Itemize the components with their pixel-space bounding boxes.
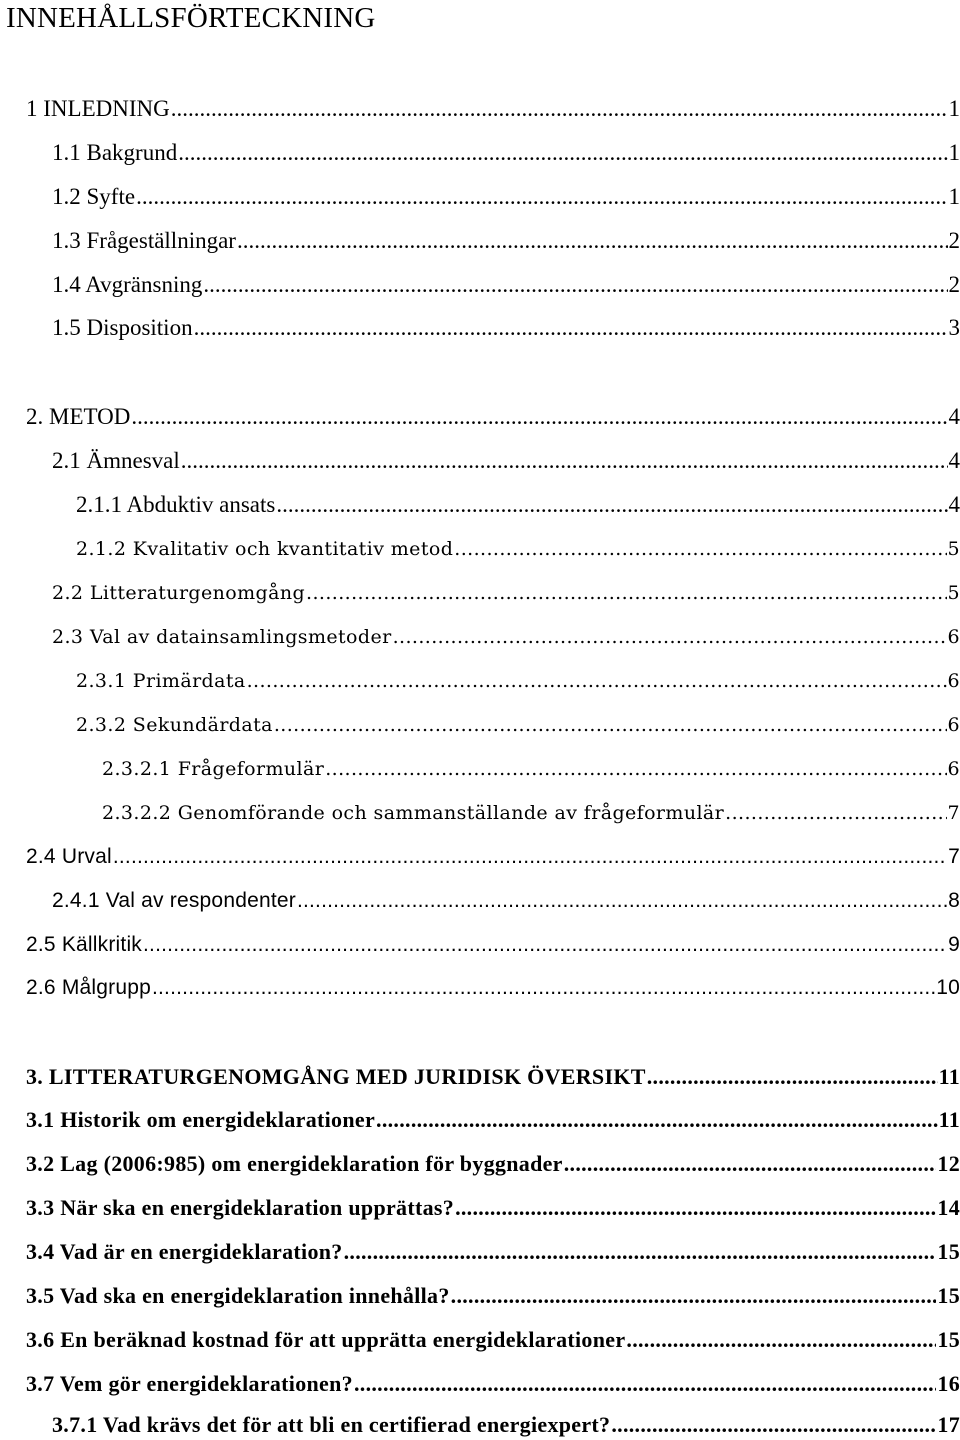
dot-leader bbox=[454, 534, 946, 564]
toc-entry[interactable] bbox=[26, 94, 960, 124]
toc-entry[interactable] bbox=[26, 1062, 960, 1092]
toc-entry-page: 3 bbox=[948, 315, 960, 340]
toc-entry-label: 3.5 Vad ska en energideklaration innehålla? bbox=[26, 1283, 450, 1308]
toc-entry-label: 2.2 Litteraturgenomgång bbox=[52, 582, 306, 604]
toc-entry[interactable] bbox=[26, 402, 960, 432]
toc-entry-label: 1.3 Frågeställningar bbox=[52, 228, 236, 253]
toc-entry[interactable] bbox=[102, 798, 960, 828]
dot-leader bbox=[237, 226, 948, 256]
toc-entry[interactable] bbox=[26, 930, 960, 960]
toc-entry-label: 3. LITTERATURGENOMGÅNG MED JURIDISK ÖVERSIKT bbox=[26, 1064, 646, 1089]
toc-entry[interactable] bbox=[52, 446, 960, 476]
toc-entry-label: 3.6 En beräknad kostnad för att upprätta energideklarationer bbox=[26, 1327, 626, 1352]
dot-leader bbox=[626, 1325, 936, 1355]
dot-leader bbox=[306, 578, 946, 608]
toc-entry[interactable] bbox=[52, 226, 960, 256]
toc-entry-label: 1.1 Bakgrund bbox=[52, 140, 178, 165]
toc-entry-label: 2.1.1 Abduktiv ansats bbox=[76, 492, 276, 517]
dot-leader bbox=[344, 1237, 937, 1267]
toc-entry-label: 2.3 Val av datainsamlingsmetoder bbox=[52, 626, 392, 648]
toc-entry[interactable] bbox=[52, 622, 960, 652]
toc-entry[interactable] bbox=[26, 1193, 960, 1223]
toc-entry[interactable] bbox=[26, 842, 960, 872]
toc-entry-label: 3.1 Historik om energideklarationer bbox=[26, 1107, 376, 1132]
dot-leader bbox=[143, 930, 947, 960]
toc-entry-label: 3.4 Vad är en energideklaration? bbox=[26, 1239, 343, 1264]
toc-entry-label: 2.1.2 Kvalitativ och kvantitativ metod bbox=[76, 538, 454, 560]
dot-leader bbox=[455, 1193, 936, 1223]
toc-entry-label: 2.3.2 Sekundärdata bbox=[76, 714, 273, 736]
toc-entry-page: 6 bbox=[947, 758, 960, 780]
toc-entry[interactable] bbox=[26, 1369, 960, 1399]
toc-entry-page: 17 bbox=[937, 1412, 960, 1437]
dot-leader bbox=[171, 94, 948, 124]
toc-entry-page: 12 bbox=[937, 1151, 960, 1176]
toc-title: INNEHÅLLSFÖRTECKNING bbox=[6, 2, 376, 34]
toc-entry-label: 2.3.2.1 Frågeformulär bbox=[102, 758, 325, 780]
toc-entry-label: 1.4 Avgränsning bbox=[52, 272, 203, 297]
toc-entry[interactable] bbox=[52, 313, 960, 343]
toc-entry[interactable] bbox=[26, 1281, 960, 1311]
toc-entry-label: 2.5 Källkritik bbox=[26, 933, 143, 956]
toc-entry[interactable] bbox=[76, 666, 960, 696]
dot-leader bbox=[152, 973, 935, 1003]
toc-entry-page: 1 bbox=[948, 96, 960, 121]
toc-entry[interactable] bbox=[52, 138, 960, 168]
toc-entry-page: 7 bbox=[948, 845, 960, 868]
dot-leader bbox=[247, 666, 947, 696]
toc-entry-label: 1.2 Syfte bbox=[52, 184, 136, 209]
dot-leader bbox=[181, 446, 948, 476]
toc-entry-page: 6 bbox=[947, 670, 960, 692]
toc-entry-page: 4 bbox=[948, 404, 960, 429]
dot-leader bbox=[376, 1105, 938, 1135]
toc-entry-label: 1 INLEDNING bbox=[26, 96, 170, 121]
toc-entry-label: 2.4 Urval bbox=[26, 845, 112, 868]
toc-entry-page: 5 bbox=[947, 538, 960, 560]
toc-entry[interactable] bbox=[26, 973, 960, 1003]
toc-entry-page: 1 bbox=[948, 184, 960, 209]
toc-entry-label: 3.7.1 Vad krävs det för att bli en certifierad energiexpert? bbox=[52, 1412, 611, 1437]
toc-entry[interactable] bbox=[52, 182, 960, 212]
dot-leader bbox=[725, 798, 946, 828]
toc-entry-label: 2.1 Ämnesval bbox=[52, 448, 180, 473]
toc-entry-page: 1 bbox=[948, 140, 960, 165]
dot-leader bbox=[647, 1062, 938, 1092]
toc-entry-page: 6 bbox=[947, 714, 960, 736]
dot-leader bbox=[564, 1149, 937, 1179]
toc-entry[interactable] bbox=[26, 1105, 960, 1135]
toc-entry-page: 15 bbox=[937, 1283, 960, 1308]
toc-entry[interactable] bbox=[52, 578, 960, 608]
dot-leader bbox=[354, 1369, 936, 1399]
toc-entry[interactable] bbox=[52, 1410, 960, 1440]
toc-entry-page: 4 bbox=[948, 492, 960, 517]
toc-entry-label: 3.7 Vem gör energideklarationen? bbox=[26, 1371, 353, 1396]
dot-leader bbox=[203, 270, 947, 300]
toc-entry-label: 3.3 När ska en energideklaration upprättas? bbox=[26, 1195, 455, 1220]
toc-entry[interactable] bbox=[76, 710, 960, 740]
toc-entry-page: 11 bbox=[938, 1107, 960, 1132]
dot-leader bbox=[178, 138, 947, 168]
dot-leader bbox=[131, 402, 947, 432]
toc-entry-label: 2.6 Målgrupp bbox=[26, 976, 151, 999]
toc-entry-label: 2.3.2.2 Genomförande och sammanställande av frågeformulär bbox=[102, 802, 725, 824]
toc-entry-label: 1.5 Disposition bbox=[52, 315, 193, 340]
toc-entry[interactable] bbox=[102, 754, 960, 784]
toc-entry-page: 9 bbox=[948, 933, 960, 956]
toc-entry-page: 16 bbox=[937, 1371, 960, 1396]
toc-entry-page: 6 bbox=[947, 626, 960, 648]
dot-leader bbox=[393, 622, 947, 652]
toc-entry-page: 11 bbox=[938, 1064, 960, 1089]
toc-entry[interactable] bbox=[26, 1149, 960, 1179]
toc-entry-page: 10 bbox=[936, 976, 960, 999]
toc-entry-page: 8 bbox=[948, 889, 960, 912]
toc-entry-page: 2 bbox=[948, 228, 960, 253]
toc-entry-label: 2.4.1 Val av respondenter bbox=[52, 889, 296, 912]
toc-entry-page: 5 bbox=[947, 582, 960, 604]
toc-entry[interactable] bbox=[26, 1325, 960, 1355]
toc-entry[interactable] bbox=[52, 270, 960, 300]
toc-entry-page: 2 bbox=[948, 272, 960, 297]
toc-entry-label: 3.2 Lag (2006:985) om energideklaration för byggnader bbox=[26, 1151, 563, 1176]
toc-entry-page: 7 bbox=[947, 802, 960, 824]
toc-entry[interactable] bbox=[76, 534, 960, 564]
dot-leader bbox=[276, 490, 947, 520]
toc-entry-label: 2. METOD bbox=[26, 404, 131, 429]
toc-entry[interactable] bbox=[76, 490, 960, 520]
toc-entry-page: 4 bbox=[948, 448, 960, 473]
dot-leader bbox=[325, 754, 946, 784]
toc-entry-page: 14 bbox=[937, 1195, 960, 1220]
toc-entry[interactable] bbox=[52, 886, 960, 916]
dot-leader bbox=[451, 1281, 937, 1311]
toc-entry-page: 15 bbox=[937, 1327, 960, 1352]
dot-leader bbox=[611, 1410, 936, 1440]
toc-entry-label: 2.3.1 Primärdata bbox=[76, 670, 246, 692]
dot-leader bbox=[194, 313, 948, 343]
toc-entry-page: 15 bbox=[937, 1239, 960, 1264]
dot-leader bbox=[113, 842, 947, 872]
dot-leader bbox=[274, 710, 947, 740]
dot-leader bbox=[297, 886, 947, 916]
dot-leader bbox=[136, 182, 947, 212]
toc-entry[interactable] bbox=[26, 1237, 960, 1267]
